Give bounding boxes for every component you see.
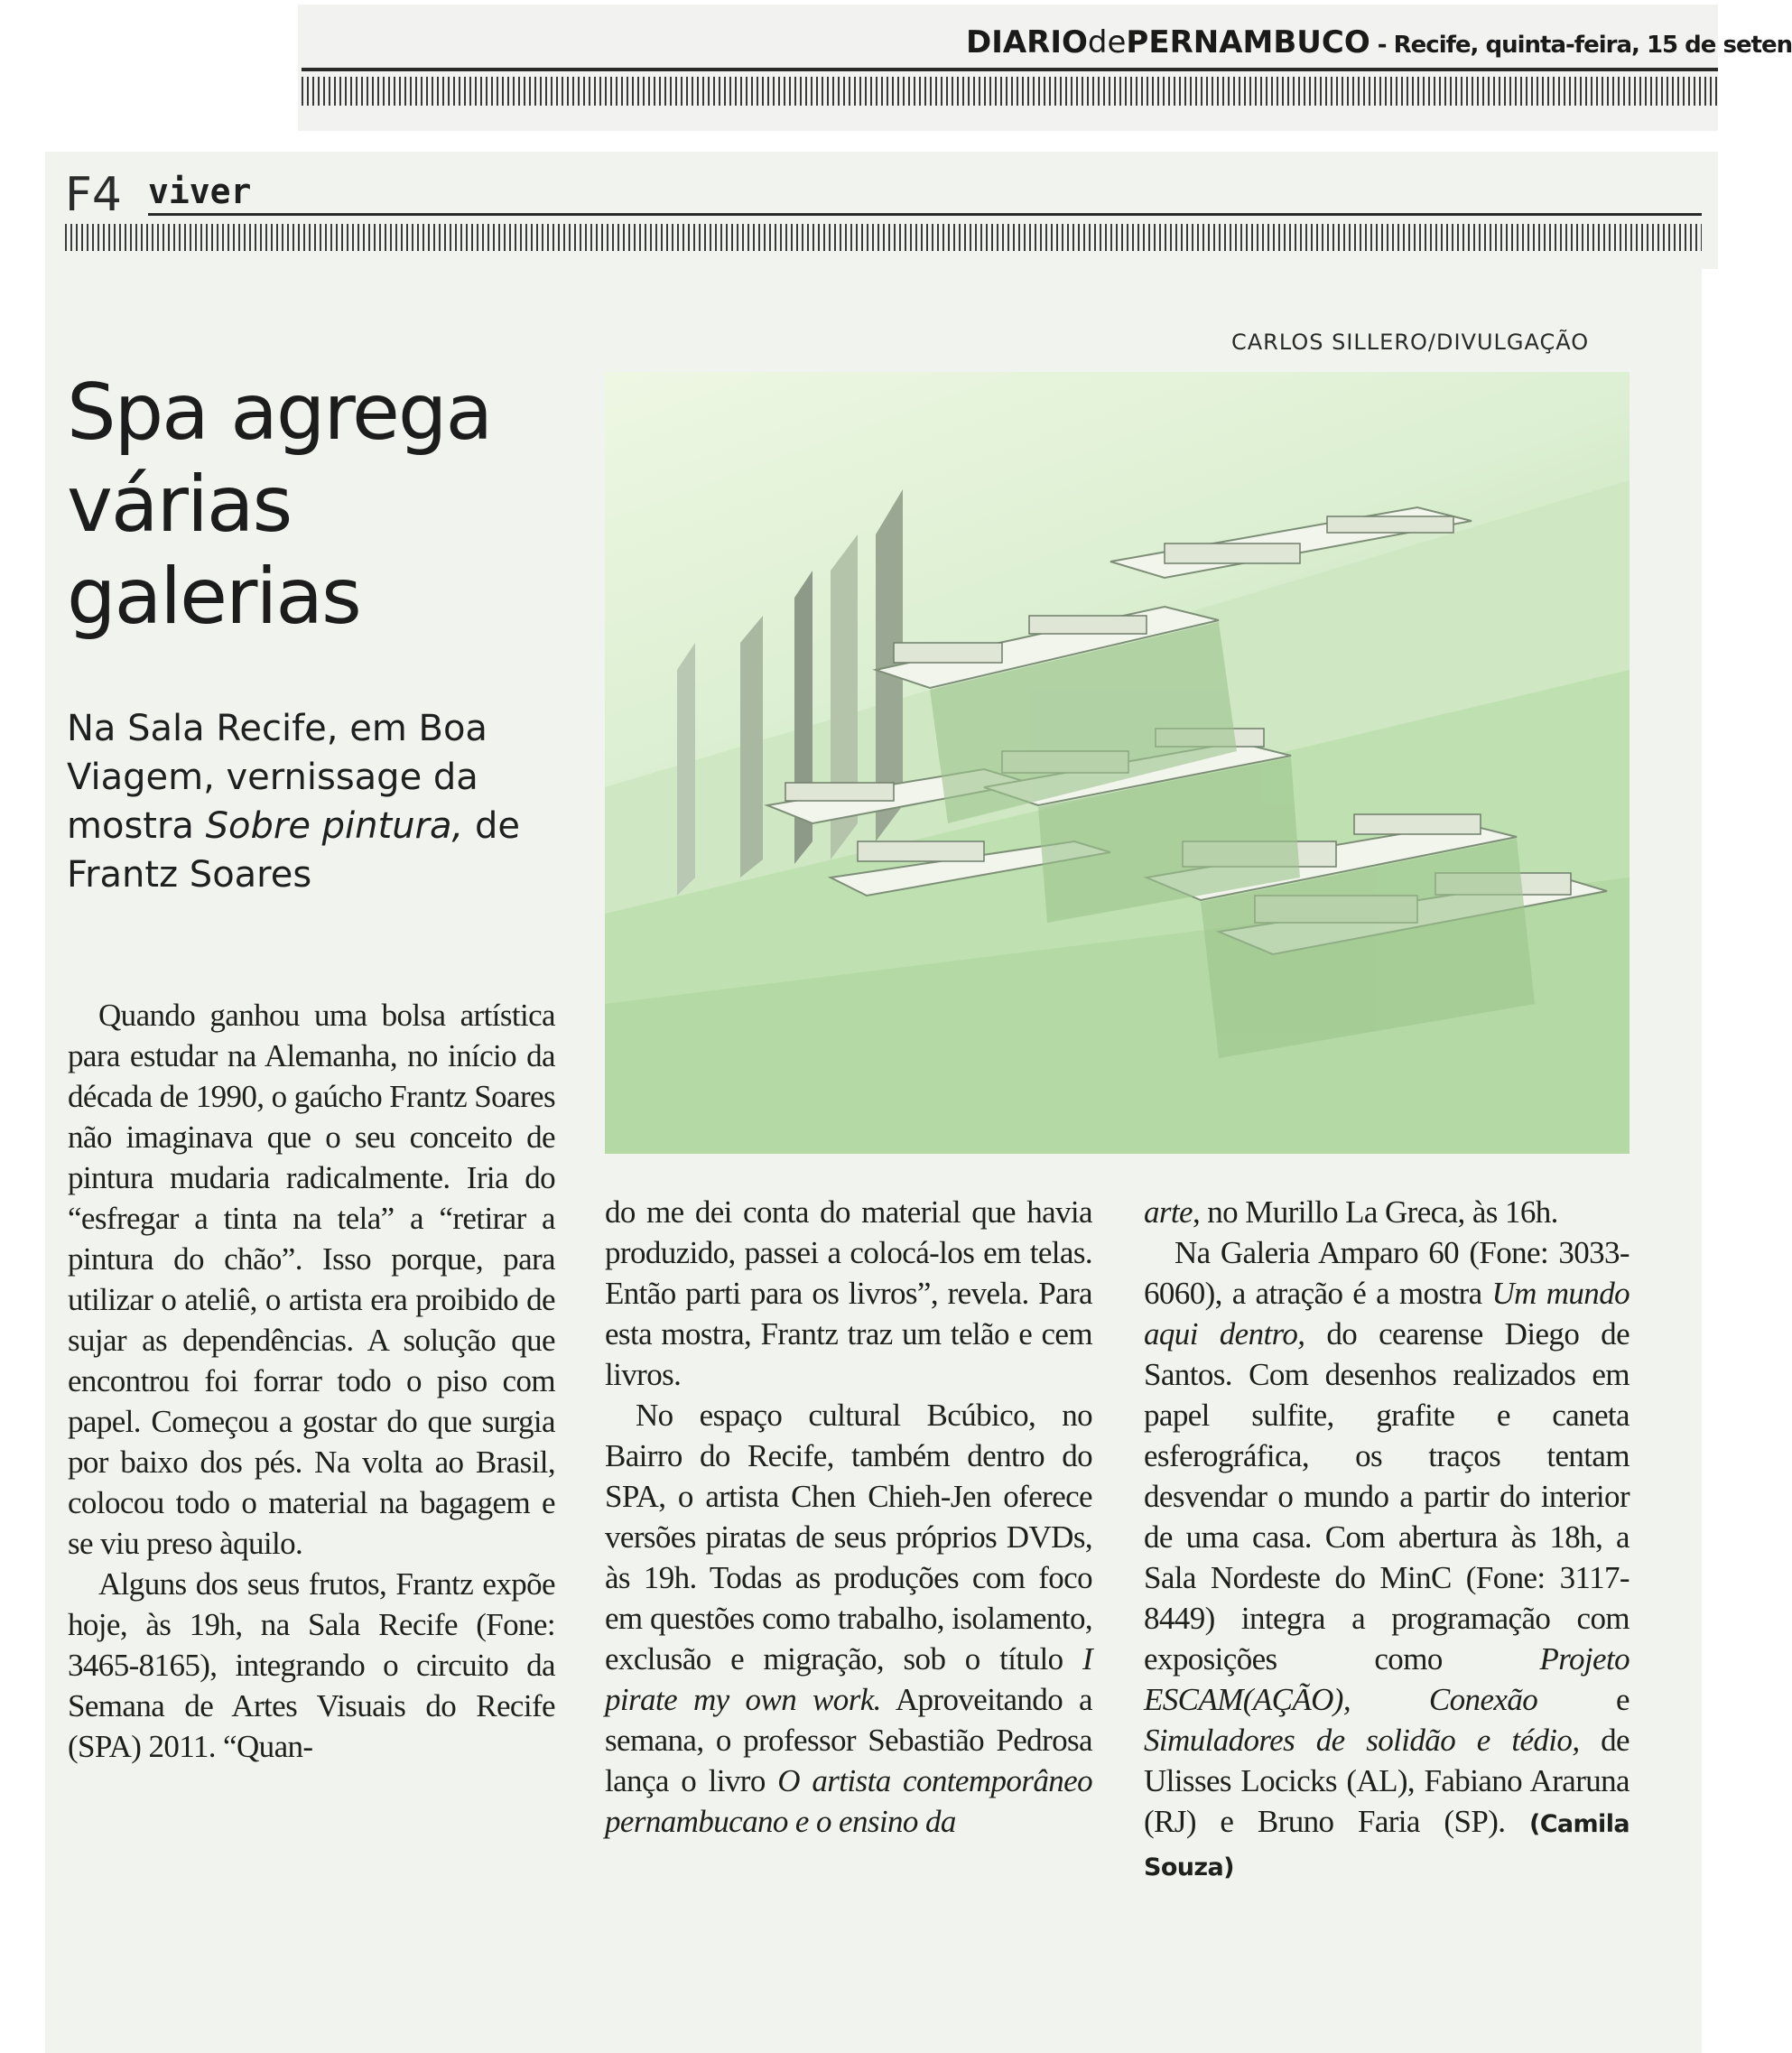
deck-artist: de Frantz Soares (67, 805, 520, 896)
newspaper-page (45, 152, 1718, 2053)
masthead (298, 5, 1792, 131)
masthead-name-diario: DIARIO (966, 24, 1088, 60)
body-text: de Ulisses Locicks (AL), Fabiano Araruna (RJ) e Bruno Faria (SP). (1144, 1723, 1630, 1839)
body-paragraph: Quando ganhou uma bolsa artística para estudar na Alemanha, no início da década de 1990, o gaúcho Frantz Soares não imaginava que o seu conceito de pintura mudaria radicalmente. Iria do “esfregar a tinta na tela” a “retirar a pintura do chão”. Isso porque, para utilizar o ateliê, o artista era proibido de sujar as dependências. A solução que encontrou foi forrar todo o piso com papel. Começou a gostar do que surgia por baixo dos pés. Na volta ao Brasil, colocou todo o material na bagagem e se viu preso àquilo. (68, 998, 555, 1561)
body-paragraph (1144, 1192, 1630, 1232)
newspaper-masthead-title (966, 24, 1792, 63)
deck-text: Na Sala Recife, em Boa Viagem, vernissage da mostra (67, 708, 487, 847)
masthead-dateline: - Recife, quinta-feira, 15 de seten (1370, 32, 1792, 59)
work-title: Projeto ESCAM(AÇÃO), Conexão (1144, 1641, 1630, 1717)
section-name: viver (148, 172, 252, 211)
work-title: Simuladores de solidão e tédio, (1144, 1723, 1580, 1758)
body-paragraph: Alguns dos seus frutos, Frantz expõe hoje, às 19h, na Sala Recife (Fone: 3465-8165), integrando o circuito da Semana de Artes Visuais do Recife (SPA) 2011. “Quan- (68, 1566, 555, 1764)
masthead-name-de: de (1087, 24, 1127, 60)
exhibition-title: Um mundo aqui dentro, (1144, 1276, 1630, 1352)
body-text: do cearense Diego de Santos. Com desenhos realizados em papel sulfite, grafite e caneta esferográfica, os traços tentam desvendar o mundo a partir do interior de uma casa. Com abertura às 18h, a Sala Nordeste do MinC (Fone: 3117-8449) integra a programação com exposições como (1144, 1316, 1630, 1677)
book-title-end: arte (1144, 1194, 1193, 1230)
body-text: e (1537, 1682, 1630, 1717)
author-signature: (Camila Souza) (1144, 1810, 1630, 1881)
section-barcode-strip (65, 224, 1702, 251)
masthead-name-pernambuco: PERNAMBUCO (1126, 24, 1370, 60)
body-text: Na Galeria Amparo 60 (Fone: 3033-6060), a atração é a mostra (1144, 1235, 1630, 1311)
article-photo (605, 372, 1630, 1154)
photo-credit: CARLOS SILLERO/DIVULGAÇÃO (1231, 330, 1590, 355)
body-text: , no Murillo La Greca, às 16h. (1192, 1194, 1558, 1230)
deck-exhibition-title: Sobre pintura, (205, 805, 464, 847)
body-paragraph (605, 1395, 1092, 1842)
masthead-barcode-strip (302, 77, 1718, 106)
book-shelf-installation-image (605, 372, 1630, 1154)
page-number: F4 (65, 168, 122, 222)
article-deck (67, 704, 572, 899)
article-headline: Spa agrega várias galerias (67, 367, 492, 642)
article-column-1 (68, 995, 555, 1767)
masthead-rule (302, 68, 1718, 71)
body-text: No espaço cultural Bcúbico, no Bairro do Recife, também dentro do SPA, o artista Chen Chieh-Jen oferece versões piratas de seus próprios DVDs, às 19h. Todas as produções com foco em questões como trabalho, isolamento, exclusão e migração, sob o título (605, 1398, 1092, 1677)
body-paragraph (1144, 1232, 1630, 1888)
book-title: O artista contemporâneo pernambucano e o ensino da (605, 1763, 1092, 1839)
body-text: Aproveitando a semana, o professor Sebastião Pedrosa lança o livro (605, 1682, 1092, 1798)
work-title: I pirate my own work. (605, 1641, 1092, 1717)
article-column-3 (1144, 1192, 1630, 1888)
section-rule (148, 213, 1702, 216)
body-paragraph: do me dei conta do material que havia produzido, passei a colocá-los em telas. Então parti para os livros”, revela. Para esta mostra, Frantz traz um telão e cem livros. (605, 1194, 1092, 1392)
article-column-2 (605, 1192, 1092, 1842)
